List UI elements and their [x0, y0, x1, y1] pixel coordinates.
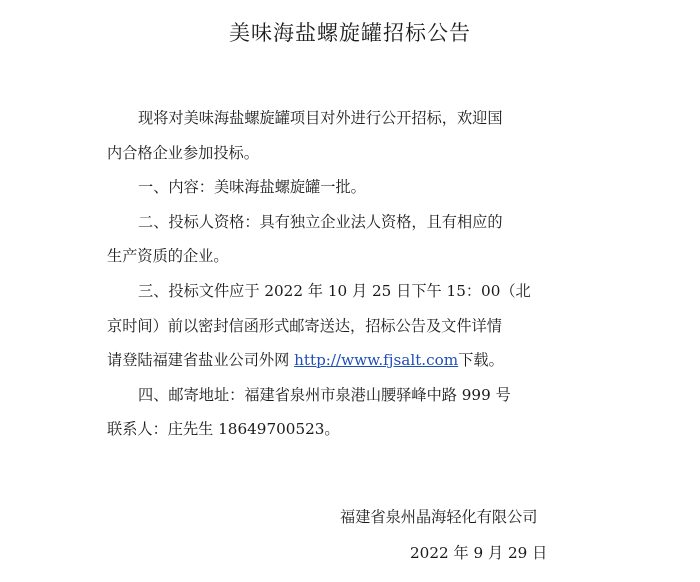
intro-line-1: 现将对美味海盐螺旋罐项目对外进行公开招标，欢迎国	[138, 109, 503, 127]
content-item: 一、内容：美味海盐螺旋罐一批。	[138, 178, 366, 197]
qualification-line-1: 二、投标人资格：具有独立企业法人资格，且有相应的	[138, 212, 503, 231]
contact-person: 联系人：庄先生 18649700523。	[107, 420, 340, 439]
documents-line-1: 三、投标文件应于 2022 年 10 月 25 日下午 15：00（北	[138, 281, 531, 300]
mailing-address: 四、邮寄地址：福建省泉州市泉港山腰驿峰中路 999 号	[138, 385, 511, 404]
documents-line-3-suffix: 下载。	[458, 351, 504, 370]
documents-line-3	[107, 343, 607, 378]
documents-line-3-prefix: 请登陆福建省盐业公司外网	[107, 351, 295, 370]
qualification-line-2: 生产资质的企业。	[107, 247, 229, 266]
signature-organization: 福建省泉州晶海轻化有限公司	[340, 508, 538, 526]
signature-date: 2022 年 9 月 29 日	[410, 544, 548, 562]
website-link[interactable]: http://www.fjsalt.com	[294, 351, 459, 370]
documents-line-2: 京时间）前以密封信函形式邮寄送达，招标公告及文件详情	[107, 316, 502, 335]
announcement-body	[107, 101, 607, 447]
intro-line-2: 内合格企业参加投标。	[107, 143, 259, 162]
page-title: 美味海盐螺旋罐招标公告	[229, 21, 471, 45]
